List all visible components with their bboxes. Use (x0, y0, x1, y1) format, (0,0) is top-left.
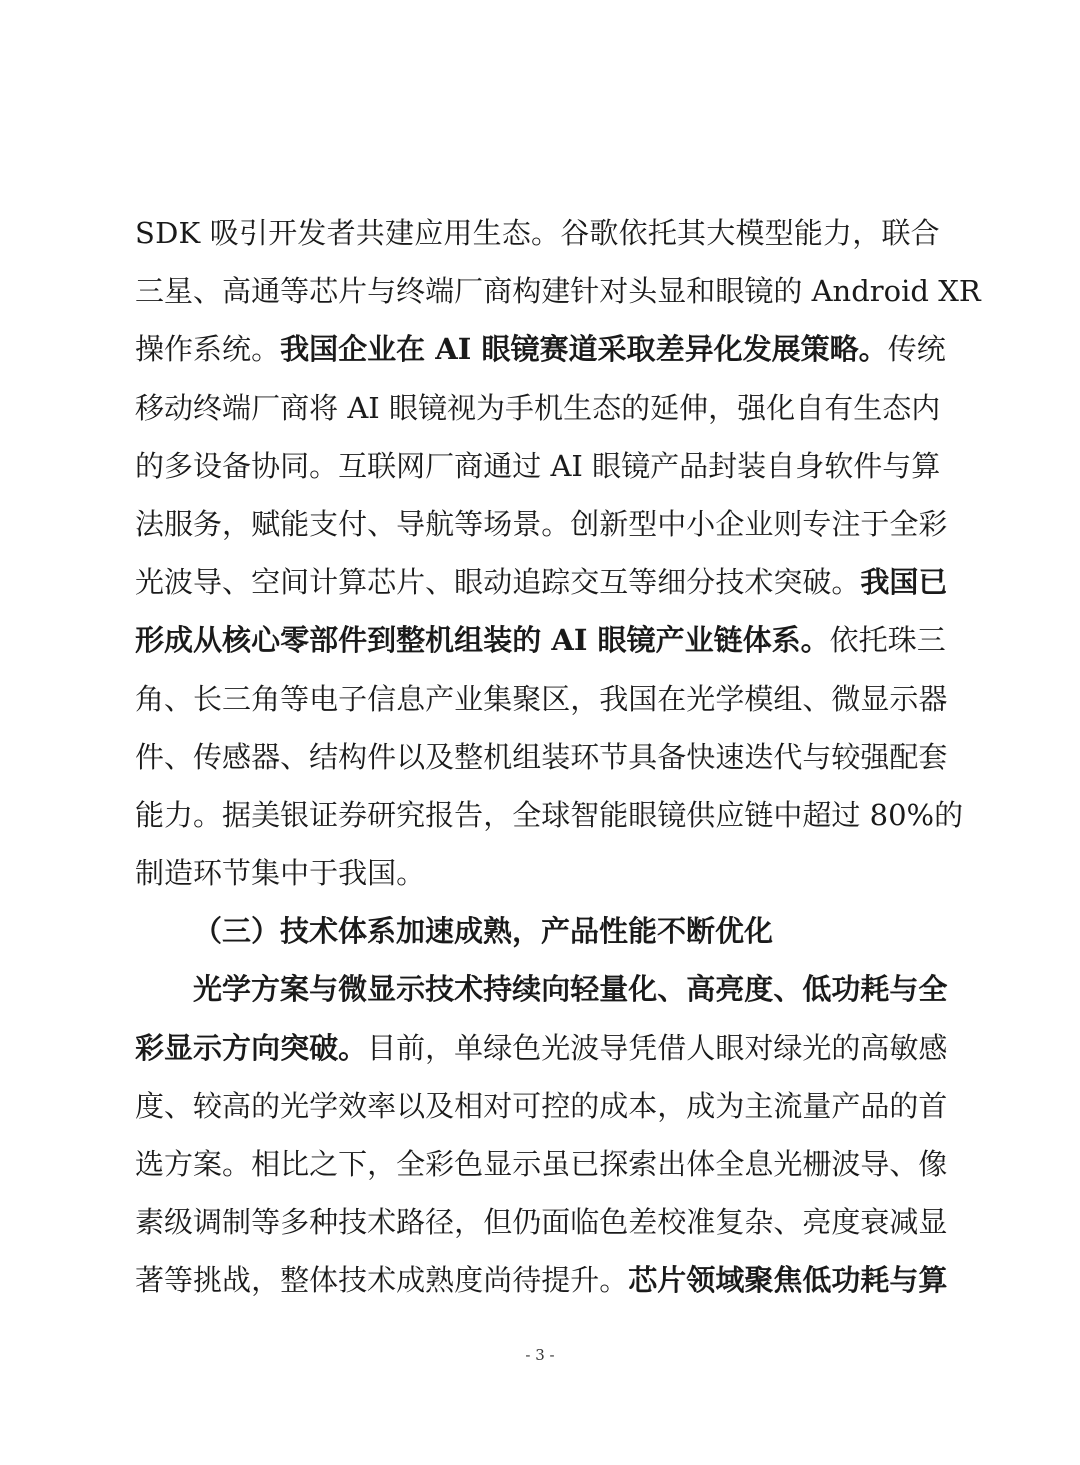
text-line: 法 服 务 ， 赋 能 支 付 、 导 航 等 场 景 。 创 新 型 中 小 企 业 则 专 注 于 全 彩 (135, 506, 948, 541)
text-line: S D K 吸 引 开 发 者 共 建 应 用 生 态 。 谷 歌 依 托 其 大 模 型 能 力 ， 联 合 (135, 216, 940, 250)
text-line: 著 等 挑 战 ， 整 体 技 术 成 熟 度 尚 待 提 升 。 芯 片 领 域 聚 焦 低 功 耗 与 算 (135, 1263, 948, 1298)
text-line: 的 多 设 备 协 同 。 互 联 网 厂 商 通 过 A I 眼 镜 产 品 封 装 自 身 软 件 与 算 (135, 448, 941, 483)
text-line: 移 动 终 端 厂 商 将 A I 眼 镜 视 为 手 机 生 态 的 延 伸 ， 强 化 自 有 生 态 内 (135, 390, 941, 425)
text-line: 能 力 。 据 美 银 证 券 研 究 报 告 ， 全 球 智 能 眼 镜 供 应 链 中 超 过 8 0 % 的 (135, 797, 964, 832)
text-line: 光 波 导 、 空 间 计 算 芯 片 、 眼 动 追 踪 交 互 等 细 分 技 术 突 破 。 我 国 已 (135, 565, 948, 600)
text-line: 角 、 长 三 角 等 电 子 信 息 产 业 集 聚 区 ， 我 国 在 光 学 模 组 、 微 显 示 器 (135, 681, 948, 716)
text-line: 操 作 系 统 。 我 国 企 业 在 A I 眼 镜 赛 道 采 取 差 异 化 发 展 策 略 。 传 统 (135, 332, 946, 367)
text-line: 度 、 较 高 的 光 学 效 率 以 及 相 对 可 控 的 成 本 ， 成 为 主 流 量 产 品 的 首 (135, 1088, 948, 1123)
text-line: 形 成 从 核 心 零 部 件 到 整 机 组 装 的 A I 眼 镜 产 业 链 体 系 。 依 托 珠 三 (135, 623, 946, 658)
section-heading: （三）技术体系加速成熟，产品性能不断优化 (193, 914, 774, 949)
text-line: 素 级 调 制 等 多 种 技 术 路 径 ， 但 仍 面 临 色 差 校 准 复 杂 、 亮 度 衰 减 显 (135, 1205, 948, 1240)
text-line: 件 、 传 感 器 、 结 构 件 以 及 整 机 组 装 环 节 具 备 快 速 迭 代 与 较 强 配 套 (135, 739, 948, 774)
text-line: 制 造 环 节 集 中 于 我 国 。 (135, 856, 426, 891)
text-line: 彩 显 示 方 向 突 破 。 目 前 ， 单 绿 色 光 波 导 凭 借 人 眼 对 绿 光 的 高 敏 感 (135, 1030, 948, 1065)
page-number: - 3 - (525, 1346, 555, 1364)
text-line: 选 方 案 。 相 比 之 下 ， 全 彩 色 显 示 虽 已 探 索 出 体 全 息 光 栅 波 导 、 像 (135, 1147, 948, 1181)
body-text (135, 204, 981, 1310)
text-line: 光 学 方 案 与 微 显 示 技 术 持 续 向 轻 量 化 、 高 亮 度 、 低 功 耗 与 全 (193, 972, 948, 1007)
text-line: 三 星 、 高 通 等 芯 片 与 终 端 厂 商 构 建 针 对 头 显 和 眼 镜 的 A n d r o i d X R (135, 274, 981, 309)
